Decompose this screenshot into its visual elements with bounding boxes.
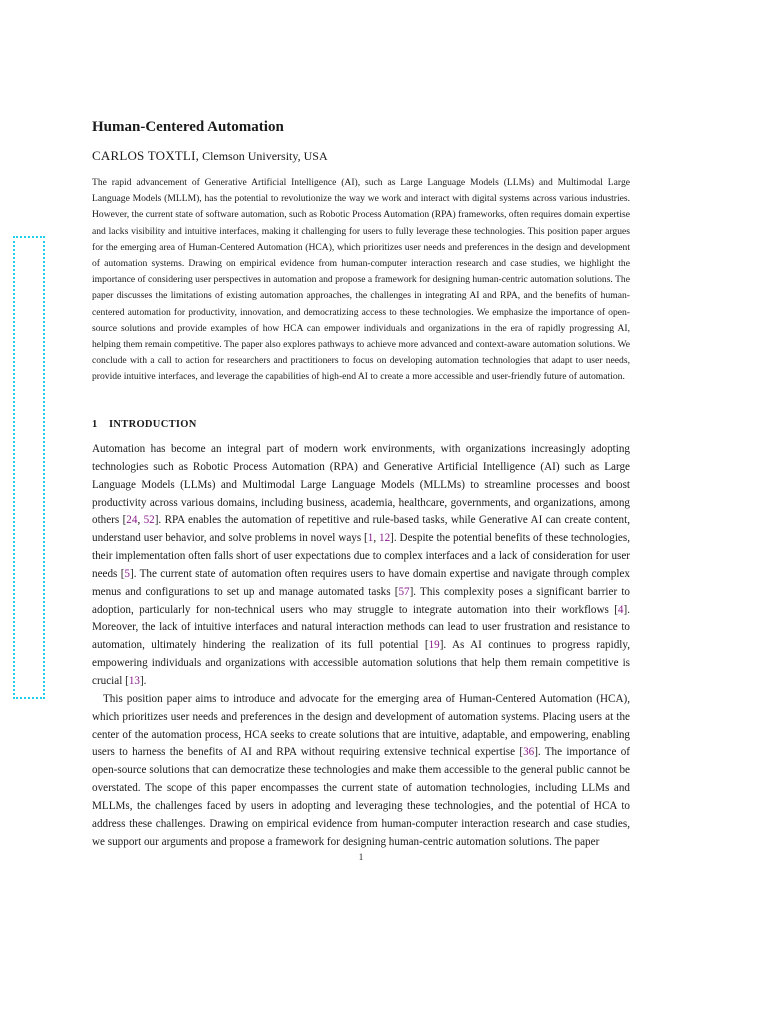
citation-link[interactable]: 19	[428, 639, 440, 652]
intro-paragraph-2	[92, 691, 630, 852]
citation-link[interactable]: 57	[398, 585, 410, 598]
author-affiliation: Clemson University, USA	[199, 149, 328, 163]
citation-link[interactable]: 1	[367, 532, 374, 545]
page-number: 1	[358, 852, 364, 862]
citation-link[interactable]: 36	[523, 746, 535, 759]
text-run: ]. The current state of automation often requires users to have domain expertise and navigate through complex menus and configurations to set up and manage automated tasks [	[92, 567, 630, 598]
citation-link[interactable]: 5	[124, 567, 130, 580]
text-run: This position paper aims to introduce and advocate for the emerging area of Human-Centered Automation (HCA), which prioritizes user needs and preferences in the design and development of automation systems. Placing users at the center of the automation process, HCA seeks to create solutions that are intuitive, adaptable, and empowering, enabling users to harness the benefits of AI and RPA without requiring extensive technical expertise [	[92, 692, 630, 759]
author-line	[92, 148, 328, 164]
text-run: Automation has become an integral part of modern work environments, with organizations increasingly adopting technologies such as Robotic Process Automation (RPA) and Generative Artificial Intelligence (AI) such as Large Language Models (LLMs) and Multimodal Large Language Models (MLLMs) to streamline processes and boost productivity across various domains, including business, academia, healthcare, governments, and organizations, among others [	[92, 443, 630, 527]
text-run: ]. The importance of open-source solutions that can democratize these technologies and make them accessible to the general public cannot be overstated. The scope of this paper encompasses the current state of automation technologies, including LLMs and MLLMs, the challenges faced by users in adopting and leveraging these technologies, and the potential of HCA to address these challenges. Drawing on empirical evidence from human-computer interaction research and case studies, we support our arguments and propose a framework for designing human-centric automation solutions. The paper	[92, 746, 630, 848]
citation-link[interactable]: 24	[126, 514, 138, 527]
text-run: ,	[137, 514, 144, 527]
text-run: ]. Moreover, the lack of intuitive interfaces and natural interaction methods can lead to user frustration and resistance to automation, ultimately hindering the realization of its full potential [	[92, 603, 630, 652]
abstract: The rapid advancement of Generative Artificial Intelligence (AI), such as Large Language Models (LLMs) and Multimodal Large Language Models (MLLM), has the potential to revolutionize the way we work and interact with digital systems across various industries. However, the current state of software automation, such as Robotic Process Automation (RPA) frameworks, often requires domain expertise and lacks visibility and intuitive interfaces, making it challenging for users to fully leverage these technologies. This position paper argues for the emerging area of Human-Centered Automation (HCA), which prioritizes user needs and preferences in the design and development of automation systems. Drawing on empirical evidence from human-computer interaction research and case studies, we highlight the importance of considering user perspectives in automation and propose a framework for designing human-centric automation solutions. The paper discusses the limitations of existing automation approaches, the challenges in integrating AI and RPA, and the benefits of human-centered automation for productivity, innovation, and democratizing access to these technologies. We emphasize the importance of open-source solutions and provide examples of how HCA can empower individuals and organizations in the era of rapidly progressing AI, helping them remain competitive. The paper also explores pathways to achieve more advanced and context-aware automation solutions. We conclude with a call to action for researchers and practitioners to focus on developing automation technologies that adapt to user needs, provide intuitive interfaces, and leverage the capabilities of high-end AI to create a more accessible and user-friendly future of automation.	[92, 177, 630, 383]
section-heading	[92, 419, 197, 430]
citation-link[interactable]: 52	[143, 514, 155, 527]
paper-title: Human-Centered Automation	[92, 119, 284, 135]
section-title: INTRODUCTION	[109, 419, 197, 430]
body-text	[92, 441, 630, 851]
margin-selection-box	[13, 236, 45, 699]
text-run: ]. RPA enables the automation of repetitive and rule-based tasks, while Generative AI can create content, understand user behavior, and solve problems in novel ways [	[92, 514, 630, 545]
citation-link[interactable]: 13	[128, 674, 140, 687]
text-run: ]. Despite the potential benefits of these technologies, their implementation often falls short of user expectations due to complex interfaces and a lack of consideration for user needs [	[92, 532, 630, 580]
text-run: ,	[373, 532, 380, 545]
text-run: ].	[139, 674, 147, 687]
text-run: ]. This complexity poses a significant barrier to adoption, particularly for non-technical users who may struggle to integrate automation into their workflows [	[92, 585, 630, 616]
section-number: 1	[92, 419, 98, 430]
text-run: ]. As AI continues to progress rapidly, empowering individuals and organizations with accessible automation solutions that help them remain competitive is crucial [	[92, 639, 630, 687]
intro-paragraph-1	[92, 441, 630, 691]
citation-link[interactable]: 12	[379, 532, 391, 545]
citation-link[interactable]: 4	[617, 603, 624, 616]
author-name: CARLOS TOXTLI,	[92, 148, 200, 163]
